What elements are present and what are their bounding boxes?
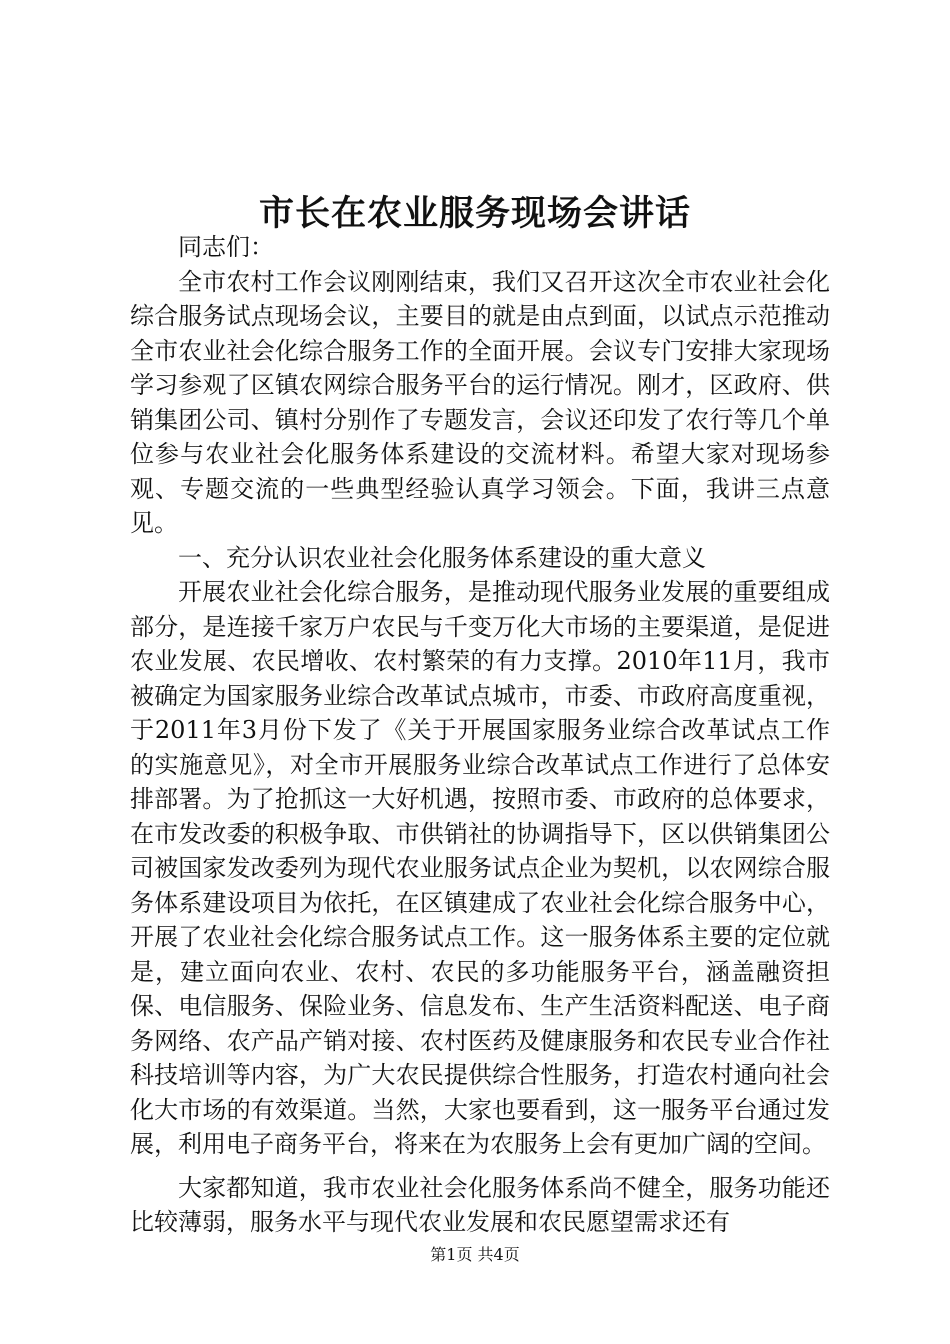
section-heading-1: 一、充分认识农业社会化服务体系建设的重大意义 [178,543,706,572]
document-title: 市长在农业服务现场会讲话 [258,193,691,234]
page-footer: 第1页 共4页 [430,1245,520,1264]
paragraph-intro: 全市农村工作会议刚刚结束，我们又召开这次全市农业社会化综合服务试点现场会议，主要目的就是由点到面，以试点示范推动全市农业社会化综合服务工作的全面开展。会议专门安排大家现场学习参观了区镇农网综合服务平台的运行情况。刚才，区政府、供销集团公司、镇村分别作了专题发言，会议还印发了农行等几个单位参与农业社会化服务体系建设的交流材料。希望大家对现场参观、专题交流的一些典型经验认真学习领会。下面，我讲三点意见。 [130,267,830,537]
paragraph-current-status: 大家都知道，我市农业社会化服务体系尚不健全，服务功能还比较薄弱，服务水平与现代农业发展和农民愿望需求还有 [130,1173,830,1236]
paragraph-significance: 开展农业社会化综合服务，是推动现代服务业发展的重要组成部分，是连接千家万户农民与千变万化大市场的主要渠道，是促进农业发展、农民增收、农村繁荣的有力支撑。2010年11月，我市被确定为国家服务业综合改革试点城市，市委、市政府高度重视，于2011年3月份下发了《关于开展国家服务业综合改革试点工作的实施意见》，对全市开展服务业综合改革试点工作进行了总体安排部署。为了抢抓这一大好机遇，按照市委、市政府的总体要求，在市发改委的积极争取、市供销社的协调指导下，区以供销集团公司被国家发改委列为现代农业服务试点企业为契机，以农网综合服务体系建设项目为依托，在区镇建成了农业社会化综合服务中心，开展了农业社会化综合服务试点工作。这一服务体系主要的定位就是，建立面向农业、农村、农民的多功能服务平台，涵盖融资担保、电信服务、保险业务、信息发布、生产生活资料配送、电子商务网络、农产品产销对接、农村医药及健康服务和农民专业合作社科技培训等内容，为广大农民提供综合性服务，打造农村通向社会化大市场的有效渠道。当然，大家也要看到，这一服务平台通过发展，利用电子商务平台，将来在为农服务上会有更加广阔的空间。 [130,578,830,1158]
salutation: 同志们： [178,233,274,261]
document-body [130,230,830,1240]
